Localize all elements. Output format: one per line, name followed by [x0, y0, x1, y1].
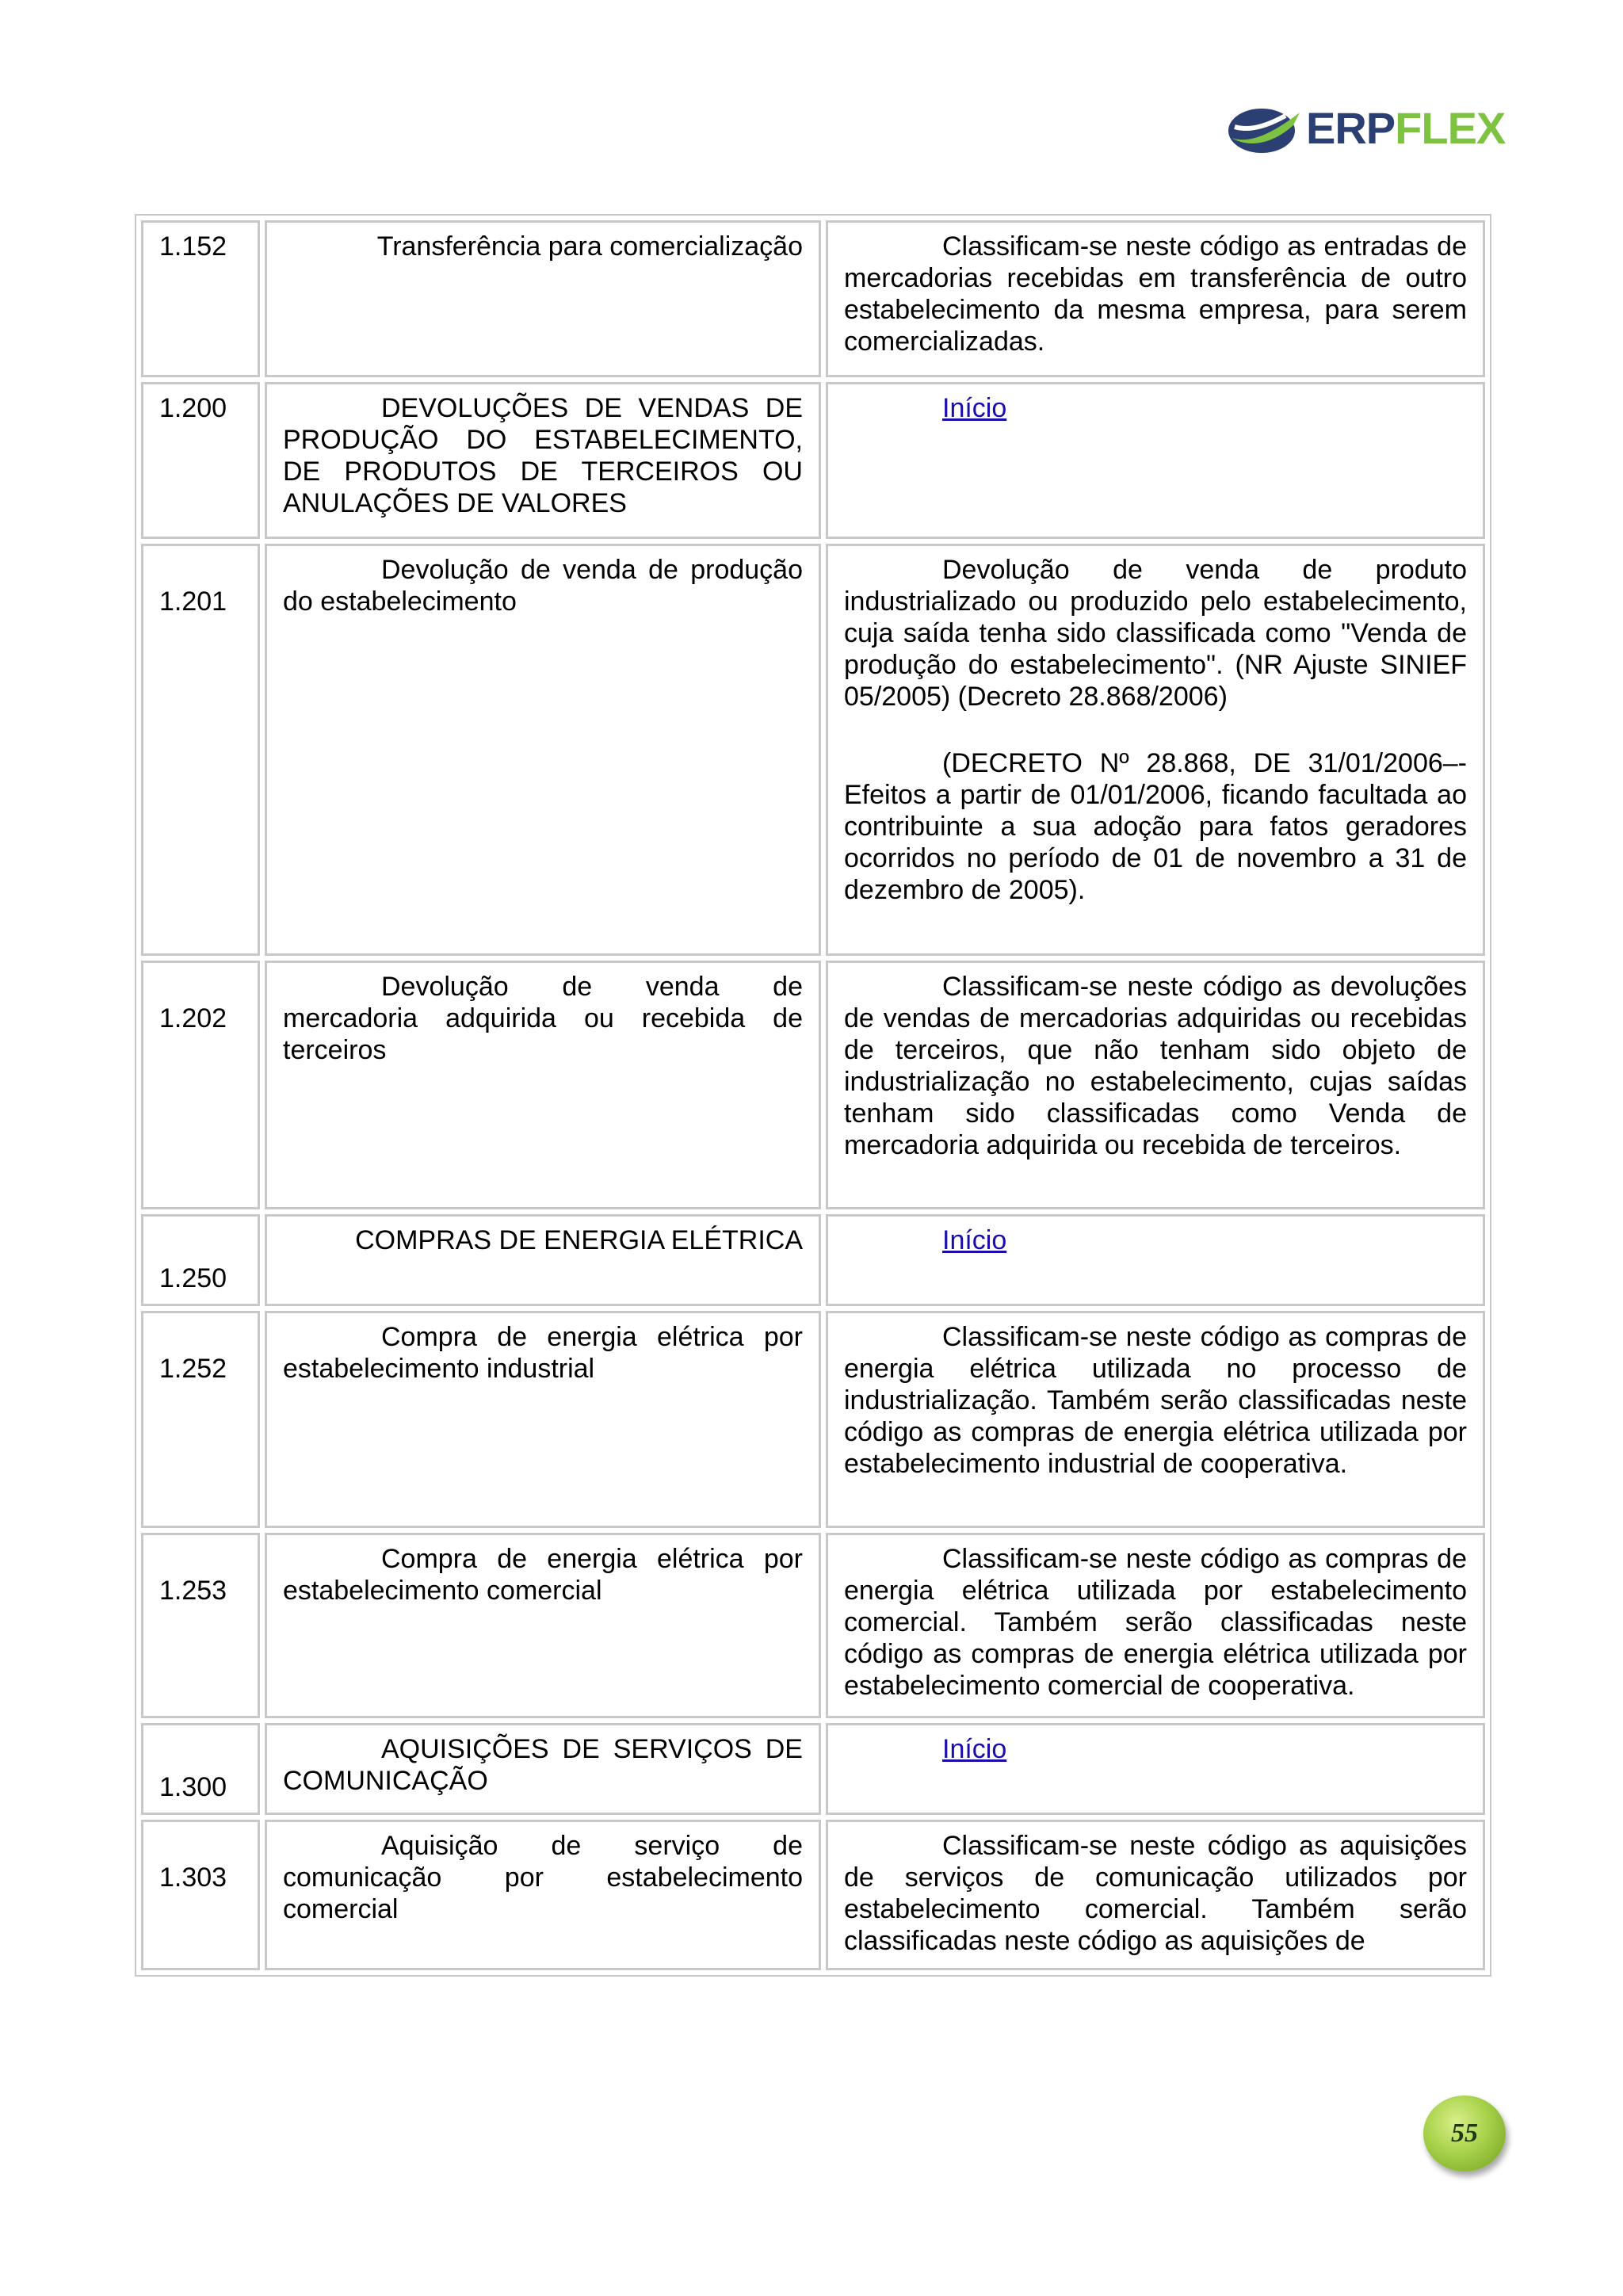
inicio-link[interactable]: Início — [942, 1225, 1007, 1255]
code-cell — [141, 961, 260, 1209]
erpflex-logo-text — [1306, 105, 1505, 152]
table-row — [141, 1723, 1485, 1815]
row-description: Classificam-se neste código as compras de energia elétrica utilizada no processo de industrialização. Também serão classificadas neste código as compras de energia elétrica utilizada por estabelecimento industrial de cooperativa. — [844, 1322, 1467, 1479]
code-value: 1.253 — [159, 1576, 227, 1606]
row-title: Transferência para comercialização — [376, 231, 803, 262]
title-cell — [265, 1311, 821, 1528]
title-cell — [265, 1723, 821, 1815]
title-cell — [265, 220, 821, 377]
code-cell — [141, 1820, 260, 1970]
description-cell — [826, 544, 1485, 956]
row-description: Classificam-se neste código as aquisições de serviços de comunicação utilizados por estabelecimento comercial. Também serão classificadas neste código as aquisições de — [844, 1831, 1467, 1956]
row-title: Compra de energia elétrica por estabelecimento industrial — [283, 1322, 803, 1384]
code-cell — [141, 220, 260, 377]
table-row — [141, 1820, 1485, 1970]
title-cell — [265, 961, 821, 1209]
row-description: Classificam-se neste código as entradas de mercadorias recebidas em transferência de outro estabelecimento da mesma empresa, para serem comercializadas. — [844, 231, 1467, 357]
row-title: AQUISIÇÕES DE SERVIÇOS DE COMUNICAÇÃO — [283, 1734, 803, 1796]
description-cell — [826, 1533, 1485, 1718]
link-cell — [826, 1723, 1485, 1815]
table-row — [141, 220, 1485, 377]
title-cell — [265, 382, 821, 539]
title-cell — [265, 1214, 821, 1306]
logo-text-flex: FLEX — [1395, 103, 1506, 153]
code-cell — [141, 544, 260, 956]
code-cell — [141, 1723, 260, 1815]
row-title: COMPRAS DE ENERGIA ELÉTRICA — [355, 1225, 803, 1255]
logo-text-erp: ERP — [1306, 103, 1396, 153]
inicio-link[interactable]: Início — [942, 1734, 1007, 1764]
code-cell — [141, 1311, 260, 1528]
code-value: 1.300 — [159, 1772, 227, 1802]
row-title: Aquisição de serviço de comunicação por estabelecimento comercial — [283, 1831, 803, 1924]
row-description-note: (DECRETO Nº 28.868, DE 31/01/2006–- Efeitos a partir de 01/01/2006, ficando facultada ao contribuinte a sua adoção para fatos geradores ocorridos no período de 01 de novembro a 31 de dezembro de 2005). — [844, 748, 1467, 905]
code-value: 1.200 — [159, 393, 227, 423]
description-cell — [826, 220, 1485, 377]
cfop-table — [135, 214, 1491, 1977]
code-value: 1.152 — [159, 231, 227, 262]
code-cell — [141, 382, 260, 539]
row-title: Compra de energia elétrica por estabelecimento comercial — [283, 1544, 803, 1606]
inicio-link[interactable]: Início — [942, 393, 1007, 423]
code-cell — [141, 1533, 260, 1718]
table-row — [141, 1311, 1485, 1528]
table-row — [141, 1533, 1485, 1718]
erpflex-swoosh-icon — [1227, 101, 1303, 157]
code-value: 1.202 — [159, 1003, 227, 1033]
code-cell — [141, 1214, 260, 1306]
description-cell — [826, 1311, 1485, 1528]
code-value: 1.201 — [159, 586, 227, 617]
title-cell — [265, 1820, 821, 1970]
page-number-badge — [1423, 2095, 1506, 2172]
code-value: 1.250 — [159, 1263, 227, 1293]
link-cell — [826, 1214, 1485, 1306]
row-description: Classificam-se neste código as devoluções de vendas de mercadorias adquiridas ou recebidas de terceiros, que não tenham sido objeto de industrialização no estabelecimento, cujas saídas tenham sido classificadas como Venda de mercadoria adquirida ou recebida de terceiros. — [844, 972, 1467, 1160]
description-cell — [826, 961, 1485, 1209]
table-row — [141, 544, 1485, 956]
table-row — [141, 1214, 1485, 1306]
row-title: Devolução de venda de mercadoria adquirida ou recebida de terceiros — [283, 972, 803, 1065]
title-cell — [265, 1533, 821, 1718]
row-title: Devolução de venda de produção do estabelecimento — [283, 555, 803, 617]
title-cell — [265, 544, 821, 956]
page-number: 55 — [1451, 2118, 1478, 2148]
table-row — [141, 382, 1485, 539]
description-cell — [826, 1820, 1485, 1970]
row-title: DEVOLUÇÕES DE VENDAS DE PRODUÇÃO DO ESTABELECIMENTO, DE PRODUTOS DE TERCEIROS OU ANULAÇÕES DE VALORES — [283, 393, 803, 518]
link-cell — [826, 382, 1485, 539]
row-description: Devolução de venda de produto industrializado ou produzido pelo estabelecimento, cuja saída tenha sido classificada como "Venda de produção do estabelecimento". (NR Ajuste SINIEF 05/2005) (Decreto 28.868/2006) — [844, 555, 1467, 712]
table-row — [141, 961, 1485, 1209]
code-value: 1.303 — [159, 1862, 227, 1893]
code-value: 1.252 — [159, 1354, 227, 1384]
row-description: Classificam-se neste código as compras de energia elétrica utilizada por estabelecimento comercial. Também serão classificadas neste código as compras de energia elétrica utilizada por estabelecimento comercial de cooperativa. — [844, 1544, 1467, 1701]
erpflex-logo — [1227, 101, 1506, 157]
